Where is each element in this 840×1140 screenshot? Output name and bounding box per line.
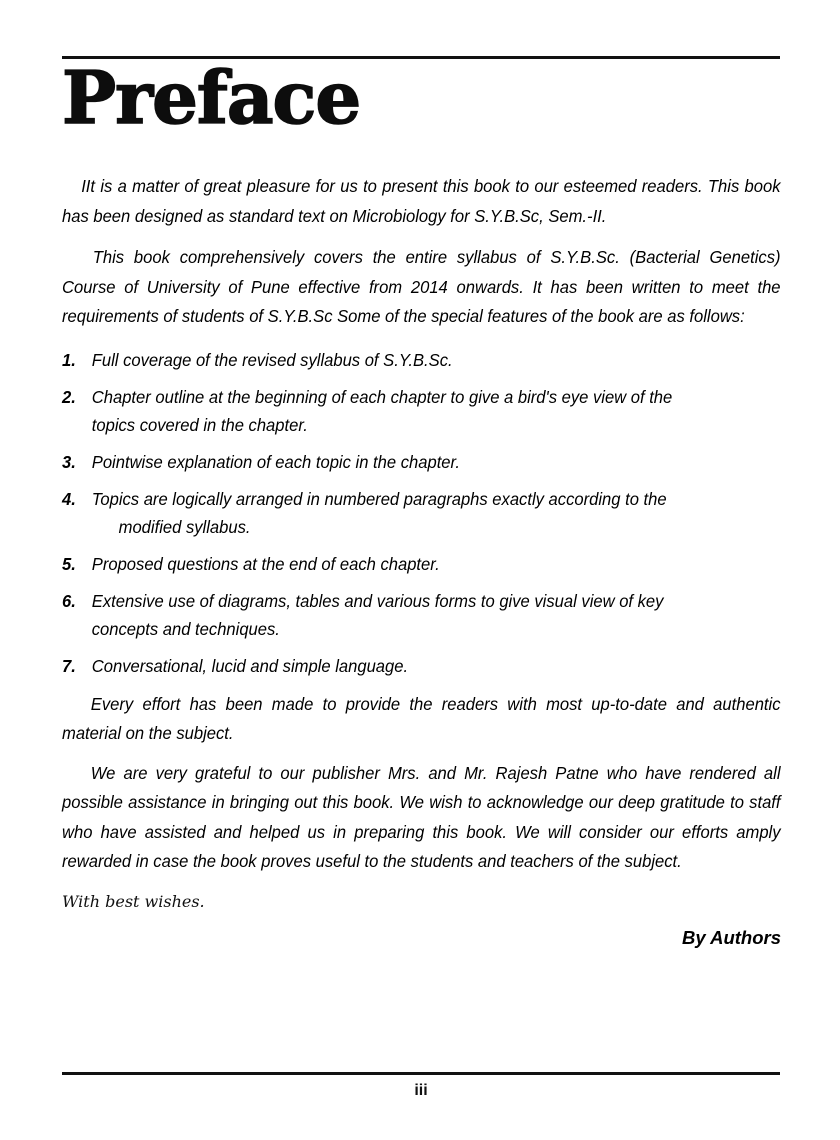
closing-wishes: With best wishes. xyxy=(62,891,205,911)
paragraph-every-effort: Every effort has been made to provide the readers with most up-to-date and authentic material on the subject. xyxy=(62,693,781,743)
list-item-text: Conversational, lucid and simple language. xyxy=(91,655,409,676)
list-item-continuation: topics covered in the chapter. xyxy=(91,414,308,435)
list-item-number: 5. xyxy=(62,553,76,574)
paragraph-acknowledgement: We are very grateful to our publisher Mrs. and Mr. Rajesh Patne who have rendered all possible assistance in bringing out this book. We wish to acknowledge our deep gratitude to staff who have assisted and helped us in preparing this book. We will consider our efforts amply rewarded in case the book proves useful to the students and teachers of the subject. xyxy=(62,762,781,871)
list-item-text: Chapter outline at the beginning of each chapter to give a bird's eye view of the xyxy=(91,386,673,407)
list-item xyxy=(62,652,810,680)
page-number: iii xyxy=(414,1082,428,1099)
list-item-number: 6. xyxy=(62,590,76,611)
list-item-number: 3. xyxy=(62,451,76,472)
list-item-continuation: modified syllabus. xyxy=(118,516,251,537)
list-item-text: Extensive use of diagrams, tables and various forms to give visual view of key xyxy=(91,590,664,611)
preface-content xyxy=(62,172,781,949)
features-list xyxy=(62,346,781,680)
footer-rule xyxy=(62,1072,780,1075)
list-item-text: Topics are logically arranged in numbered paragraphs exactly according to the xyxy=(91,488,667,509)
page-title: Preface xyxy=(62,55,361,140)
list-item-text: Pointwise explanation of each topic in the chapter. xyxy=(91,451,461,472)
signature-by-authors: By Authors xyxy=(681,926,781,948)
list-item-number: 7. xyxy=(62,655,76,676)
paragraph-intro: IIt is a matter of great pleasure for us to present this book to our esteemed readers. This book has been designed as standard text on Microbiology for S.Y.B.Sc, Sem.-II. xyxy=(62,176,781,226)
list-item xyxy=(62,346,810,374)
list-item-text: Proposed questions at the end of each chapter. xyxy=(91,553,440,574)
list-item xyxy=(62,485,810,541)
list-item-number: 4. xyxy=(62,488,76,509)
paragraph-coverage: This book comprehensively covers the entire syllabus of S.Y.B.Sc. (Bacterial Genetics) Course of University of Pune effective from 2014 onwards. It has been written to meet the requirements of students of S.Y.B.Sc Some of the special features of the book are as follows: xyxy=(62,247,781,326)
list-item xyxy=(62,383,810,439)
list-item-continuation: concepts and techniques. xyxy=(91,618,280,639)
list-item xyxy=(62,587,810,643)
list-item-number: 2. xyxy=(62,386,76,407)
list-item-number: 1. xyxy=(62,349,76,370)
list-item xyxy=(62,550,810,578)
list-item xyxy=(62,448,810,476)
list-item-text: Full coverage of the revised syllabus of S.Y.B.Sc. xyxy=(91,349,453,370)
